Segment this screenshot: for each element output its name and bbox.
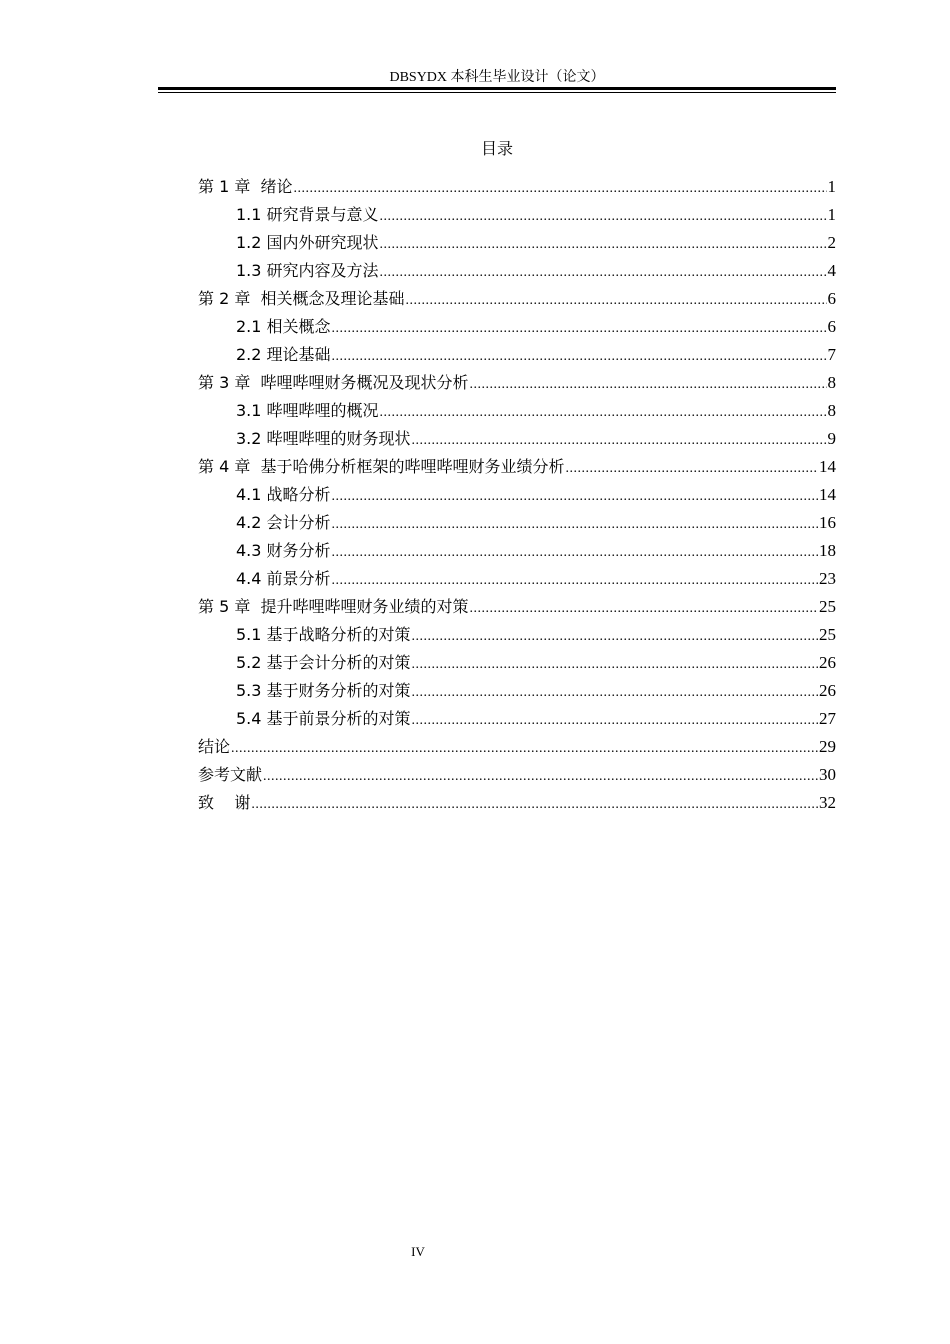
toc-entry-page: 16 (819, 513, 836, 532)
toc-entry[interactable] (198, 761, 836, 789)
toc-dot-leader (332, 539, 818, 567)
toc-entry-label: 3.2 哔哩哔哩的财务现状 (236, 429, 411, 448)
toc-entry[interactable] (198, 313, 836, 341)
toc-entry-page: 6 (827, 289, 836, 308)
toc-entry-page: 2 (827, 233, 836, 252)
toc-dot-leader (332, 315, 827, 343)
toc-entry-label: 4.1 战略分析 (236, 485, 331, 504)
toc-dot-leader (412, 623, 818, 651)
toc-entry[interactable] (198, 649, 836, 677)
toc-entry-page: 27 (819, 709, 836, 728)
toc-entry[interactable] (198, 201, 836, 229)
toc-entry-page: 25 (819, 597, 836, 616)
toc-entry-label: 4.2 会计分析 (236, 513, 331, 532)
toc-entry[interactable] (198, 341, 836, 369)
toc-entry-label: 结论 (198, 737, 231, 756)
toc-entry[interactable] (198, 229, 836, 257)
toc-entry[interactable] (198, 593, 836, 621)
toc-dot-leader (380, 203, 827, 231)
toc-dot-leader (332, 567, 818, 595)
toc-entry-label: 5.2 基于会计分析的对策 (236, 653, 411, 672)
toc-entry-page: 14 (819, 485, 836, 504)
toc-entry-page: 8 (827, 401, 836, 420)
toc-entry-page: 26 (819, 653, 836, 672)
toc-entry[interactable] (198, 481, 836, 509)
toc-dot-leader (470, 371, 827, 399)
toc-entry-label: 4.3 财务分析 (236, 541, 331, 560)
toc-dot-leader (332, 343, 827, 371)
toc-entry-label: 第 2 章 相关概念及理论基础 (198, 289, 405, 308)
toc-entry[interactable] (198, 509, 836, 537)
toc-entry-page: 29 (819, 737, 836, 756)
toc-entry-page: 32 (819, 793, 836, 812)
toc-entry[interactable] (198, 677, 836, 705)
toc-entry-page: 18 (819, 541, 836, 560)
toc-entry-label: 2.2 理论基础 (236, 345, 331, 364)
toc-entry[interactable] (198, 425, 836, 453)
toc-entry-label: 5.1 基于战略分析的对策 (236, 625, 411, 644)
toc-entry[interactable] (198, 453, 836, 481)
toc-dot-leader (294, 175, 827, 203)
toc-dot-leader (412, 707, 818, 735)
toc-entry[interactable] (198, 537, 836, 565)
toc-entry-page: 6 (827, 317, 836, 336)
toc-entry[interactable] (198, 565, 836, 593)
toc-entry-page: 9 (827, 429, 836, 448)
toc-entry-label: 4.4 前景分析 (236, 569, 331, 588)
toc-dot-leader (470, 595, 818, 623)
toc-entry[interactable] (198, 733, 836, 761)
toc-dot-leader (231, 735, 818, 763)
toc-entry[interactable] (198, 621, 836, 649)
toc-entry-page: 1 (827, 177, 836, 196)
toc-entry-label: 第 1 章 绪论 (198, 177, 293, 196)
toc-entry-label: 2.1 相关概念 (236, 317, 331, 336)
toc-dot-leader (406, 287, 827, 315)
toc-entry-label: 3.1 哔哩哔哩的概况 (236, 401, 379, 420)
toc-entry-page: 7 (827, 345, 836, 364)
toc-entry[interactable] (198, 173, 836, 201)
toc-dot-leader (566, 455, 818, 483)
toc-entry-page: 23 (819, 569, 836, 588)
toc-dot-leader (263, 763, 818, 791)
toc-dot-leader (251, 791, 818, 819)
toc-dot-leader (412, 427, 827, 455)
toc-dot-leader (332, 511, 818, 539)
page-header: DBSYDX 本科生毕业设计（论文） (389, 70, 605, 85)
toc-entry-page: 26 (819, 681, 836, 700)
toc-entry[interactable] (198, 789, 836, 817)
toc-entry-label: 1.1 研究背景与意义 (236, 205, 379, 224)
toc-entry[interactable] (198, 285, 836, 313)
toc-entry[interactable] (198, 257, 836, 285)
toc-dot-leader (380, 231, 827, 259)
toc-entry-label: 第 5 章 提升哔哩哔哩财务业绩的对策 (198, 597, 469, 616)
toc-entry-page: 25 (819, 625, 836, 644)
toc-title: 目录 (480, 139, 513, 158)
toc-entry-label: 1.2 国内外研究现状 (236, 233, 379, 252)
toc-dot-leader (412, 651, 818, 679)
toc-entry-page: 14 (819, 457, 836, 476)
header-rule-thick (158, 87, 836, 90)
table-of-contents (198, 173, 836, 817)
toc-entry-label: 参考文献 (198, 765, 263, 784)
toc-entry-page: 30 (819, 765, 836, 784)
toc-entry-label: 5.3 基于财务分析的对策 (236, 681, 411, 700)
toc-entry-label: 1.3 研究内容及方法 (236, 261, 379, 280)
toc-entry[interactable] (198, 397, 836, 425)
toc-dot-leader (380, 399, 827, 427)
toc-entry-page: 8 (827, 373, 836, 392)
toc-entry[interactable] (198, 369, 836, 397)
toc-entry-page: 4 (827, 261, 836, 280)
toc-dot-leader (412, 679, 818, 707)
toc-entry[interactable] (198, 705, 836, 733)
toc-entry-label: 第 4 章 基于哈佛分析框架的哔哩哔哩财务业绩分析 (198, 457, 565, 476)
toc-entry-label: 第 3 章 哔哩哔哩财务概况及现状分析 (198, 373, 469, 392)
toc-dot-leader (380, 259, 827, 287)
toc-entry-label: 致 谢 (198, 793, 251, 812)
toc-entry-label: 5.4 基于前景分析的对策 (236, 709, 411, 728)
toc-dot-leader (332, 483, 818, 511)
header-rule-thin (158, 92, 836, 93)
toc-entry-page: 1 (827, 205, 836, 224)
page-number: IV (411, 1244, 425, 1259)
